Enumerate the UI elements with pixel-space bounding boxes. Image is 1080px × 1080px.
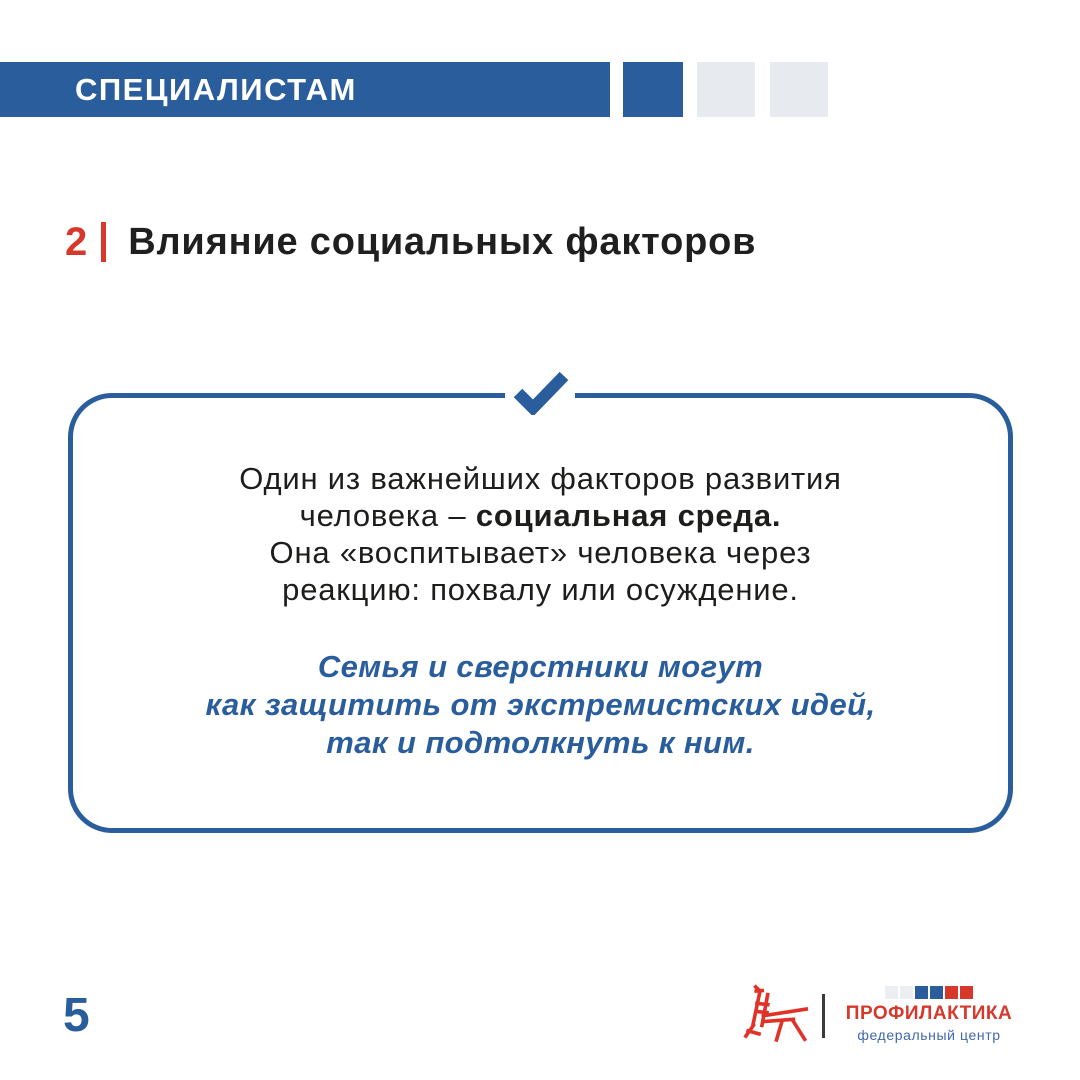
logo-flag-square — [945, 986, 958, 999]
content-card — [68, 393, 1013, 833]
profilaktika-logo — [846, 986, 1012, 1043]
emphasis-line-2: как защитить от экстремистских идей, — [205, 687, 876, 722]
logo-subtitle-text: федеральный центр — [857, 1027, 1001, 1043]
card-emphasis — [73, 648, 1008, 762]
logo-flag-square — [915, 986, 928, 999]
logo-flag-square — [900, 986, 913, 999]
emphasis-line-3: так и подтолкнуть к ним. — [326, 725, 755, 760]
section-number: 2 — [65, 219, 88, 264]
logo-flag-squares — [885, 986, 973, 999]
footer-divider-line — [822, 994, 825, 1038]
heading-divider-bar — [101, 222, 106, 262]
emphasis-line-1: Семья и сверстники могут — [317, 649, 764, 684]
banner-square-blue — [623, 62, 683, 117]
section-heading — [65, 218, 756, 266]
paragraph-line-2-bold: социальная среда. — [475, 498, 782, 533]
banner-square-gray-1 — [697, 62, 755, 117]
paragraph-line-1: Один из важнейших факторов развития — [239, 461, 842, 496]
section-title: Влияние социальных факторов — [128, 220, 757, 263]
paragraph-line-3: Она «воспитывает» человека через — [269, 535, 812, 570]
page-number: 5 — [63, 989, 90, 1042]
card-paragraph — [73, 460, 1008, 608]
paragraph-line-4: реакцию: похвалу или осуждение. — [282, 572, 799, 607]
chair-logo-icon — [736, 984, 816, 1044]
logo-brand-text: ПРОФИЛАКТИКА — [845, 1003, 1013, 1024]
logo-flag-square — [930, 986, 943, 999]
checkmark-icon — [512, 369, 570, 415]
logo-flag-square — [885, 986, 898, 999]
banner-label: СПЕЦИАЛИСТАМ — [75, 71, 357, 107]
header-banner — [0, 62, 610, 117]
paragraph-line-2-regular: человека – — [299, 498, 476, 533]
banner-square-gray-2 — [770, 62, 828, 117]
logo-flag-square — [960, 986, 973, 999]
paragraph-line-2 — [73, 497, 1008, 534]
